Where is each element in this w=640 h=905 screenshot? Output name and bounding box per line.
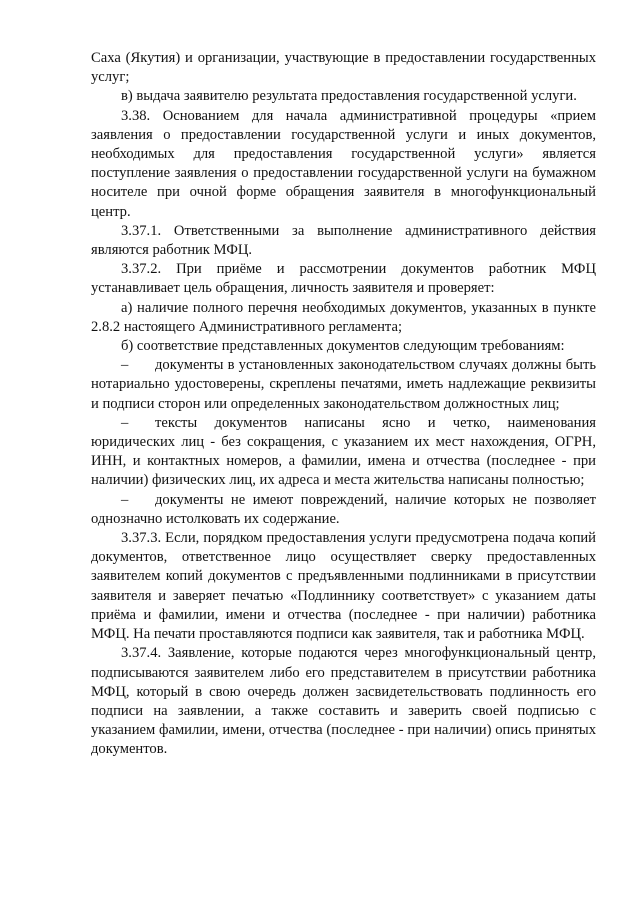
paragraph-continuation: Саха (Якутия) и организации, участвующие в предоставлении государственных услуг; xyxy=(91,50,596,86)
paragraph-3-37-2: 3.37.2. При приёме и рассмотрении документов работник МФЦ устанавливает цель обращения, личность заявителя и проверяет: xyxy=(91,261,596,297)
dash-marker: – xyxy=(121,414,129,431)
dash-list-item-text: тексты документов написаны ясно и четко, наименования юридических лиц - без сокращения, с указанием их мест нахождения, ОГРН, ИНН, и контактных номеров, а фамилии, имена и отчества (последнее - при наличии) физических лиц, их адреса и места жительства написаны полностью; xyxy=(91,414,596,489)
paragraph-3-38: 3.38. Основанием для начала административной процедуры «прием заявления о предоставлении государственной услуги и иных документов, необходимых для предоставления государственной услуги» является поступление заявления о предоставлении государственной услуги на бумажном носителе при очной форме обращения заявителя в многофункциональный центр. xyxy=(91,107,596,220)
paragraph-item-b: б) соответствие представленных документов следующим требованиям: xyxy=(121,338,565,355)
paragraph-item-a: а) наличие полного перечня необходимых документов, указанных в пункте 2.8.2 настоящего Административного регламента; xyxy=(91,299,596,335)
paragraph-3-37-1: 3.37.1. Ответственными за выполнение административного действия являются работник МФЦ. xyxy=(91,222,596,259)
dash-list-item xyxy=(91,356,596,414)
paragraph-item-v: в) выдача заявителю результата предоставления государственной услуги. xyxy=(121,88,577,105)
dash-marker: – xyxy=(121,491,129,508)
dash-list-item-text: документы в установленных законодательством случаях должны быть нотариально удостоверены, скреплены печатями, иметь надлежащие реквизиты и подписи сторон или определенных законодательством должностных лиц; xyxy=(91,357,596,412)
dash-list-item xyxy=(91,491,596,529)
paragraph-3-37-3: 3.37.3. Если, порядком предоставления услуги предусмотрена подача копий документов, ответственное лицо осуществляет сверку предоставленных заявителем копий документов с предъявленными подлинниками в присутствии заявителя и заверяет печатью «Подлиннику соответствует» с указанием даты приёма и фамилии, имени и отчества (последнее - при наличии) работника МФЦ. На печати проставляются подписи как заявителя, так и работника МФЦ. xyxy=(91,530,596,643)
dash-list-item-text: документы не имеют повреждений, наличие которых не позволяет однозначно истолковать их содержание. xyxy=(91,491,596,527)
dash-marker: – xyxy=(121,357,129,374)
dash-list-item xyxy=(91,414,596,491)
document-page xyxy=(91,49,596,760)
paragraph-3-37-4: 3.37.4. Заявление, которые подаются через многофункциональный центр, подписываются заявителем либо его представителем в присутствии работника МФЦ, который в свою очередь должен засвидетельствовать подлинность его подписи на заявлении, а также составить и заверить своей подписью с указанием фамилии, имени, отчества (последнее - при наличии) опись принятых документов. xyxy=(91,645,596,758)
